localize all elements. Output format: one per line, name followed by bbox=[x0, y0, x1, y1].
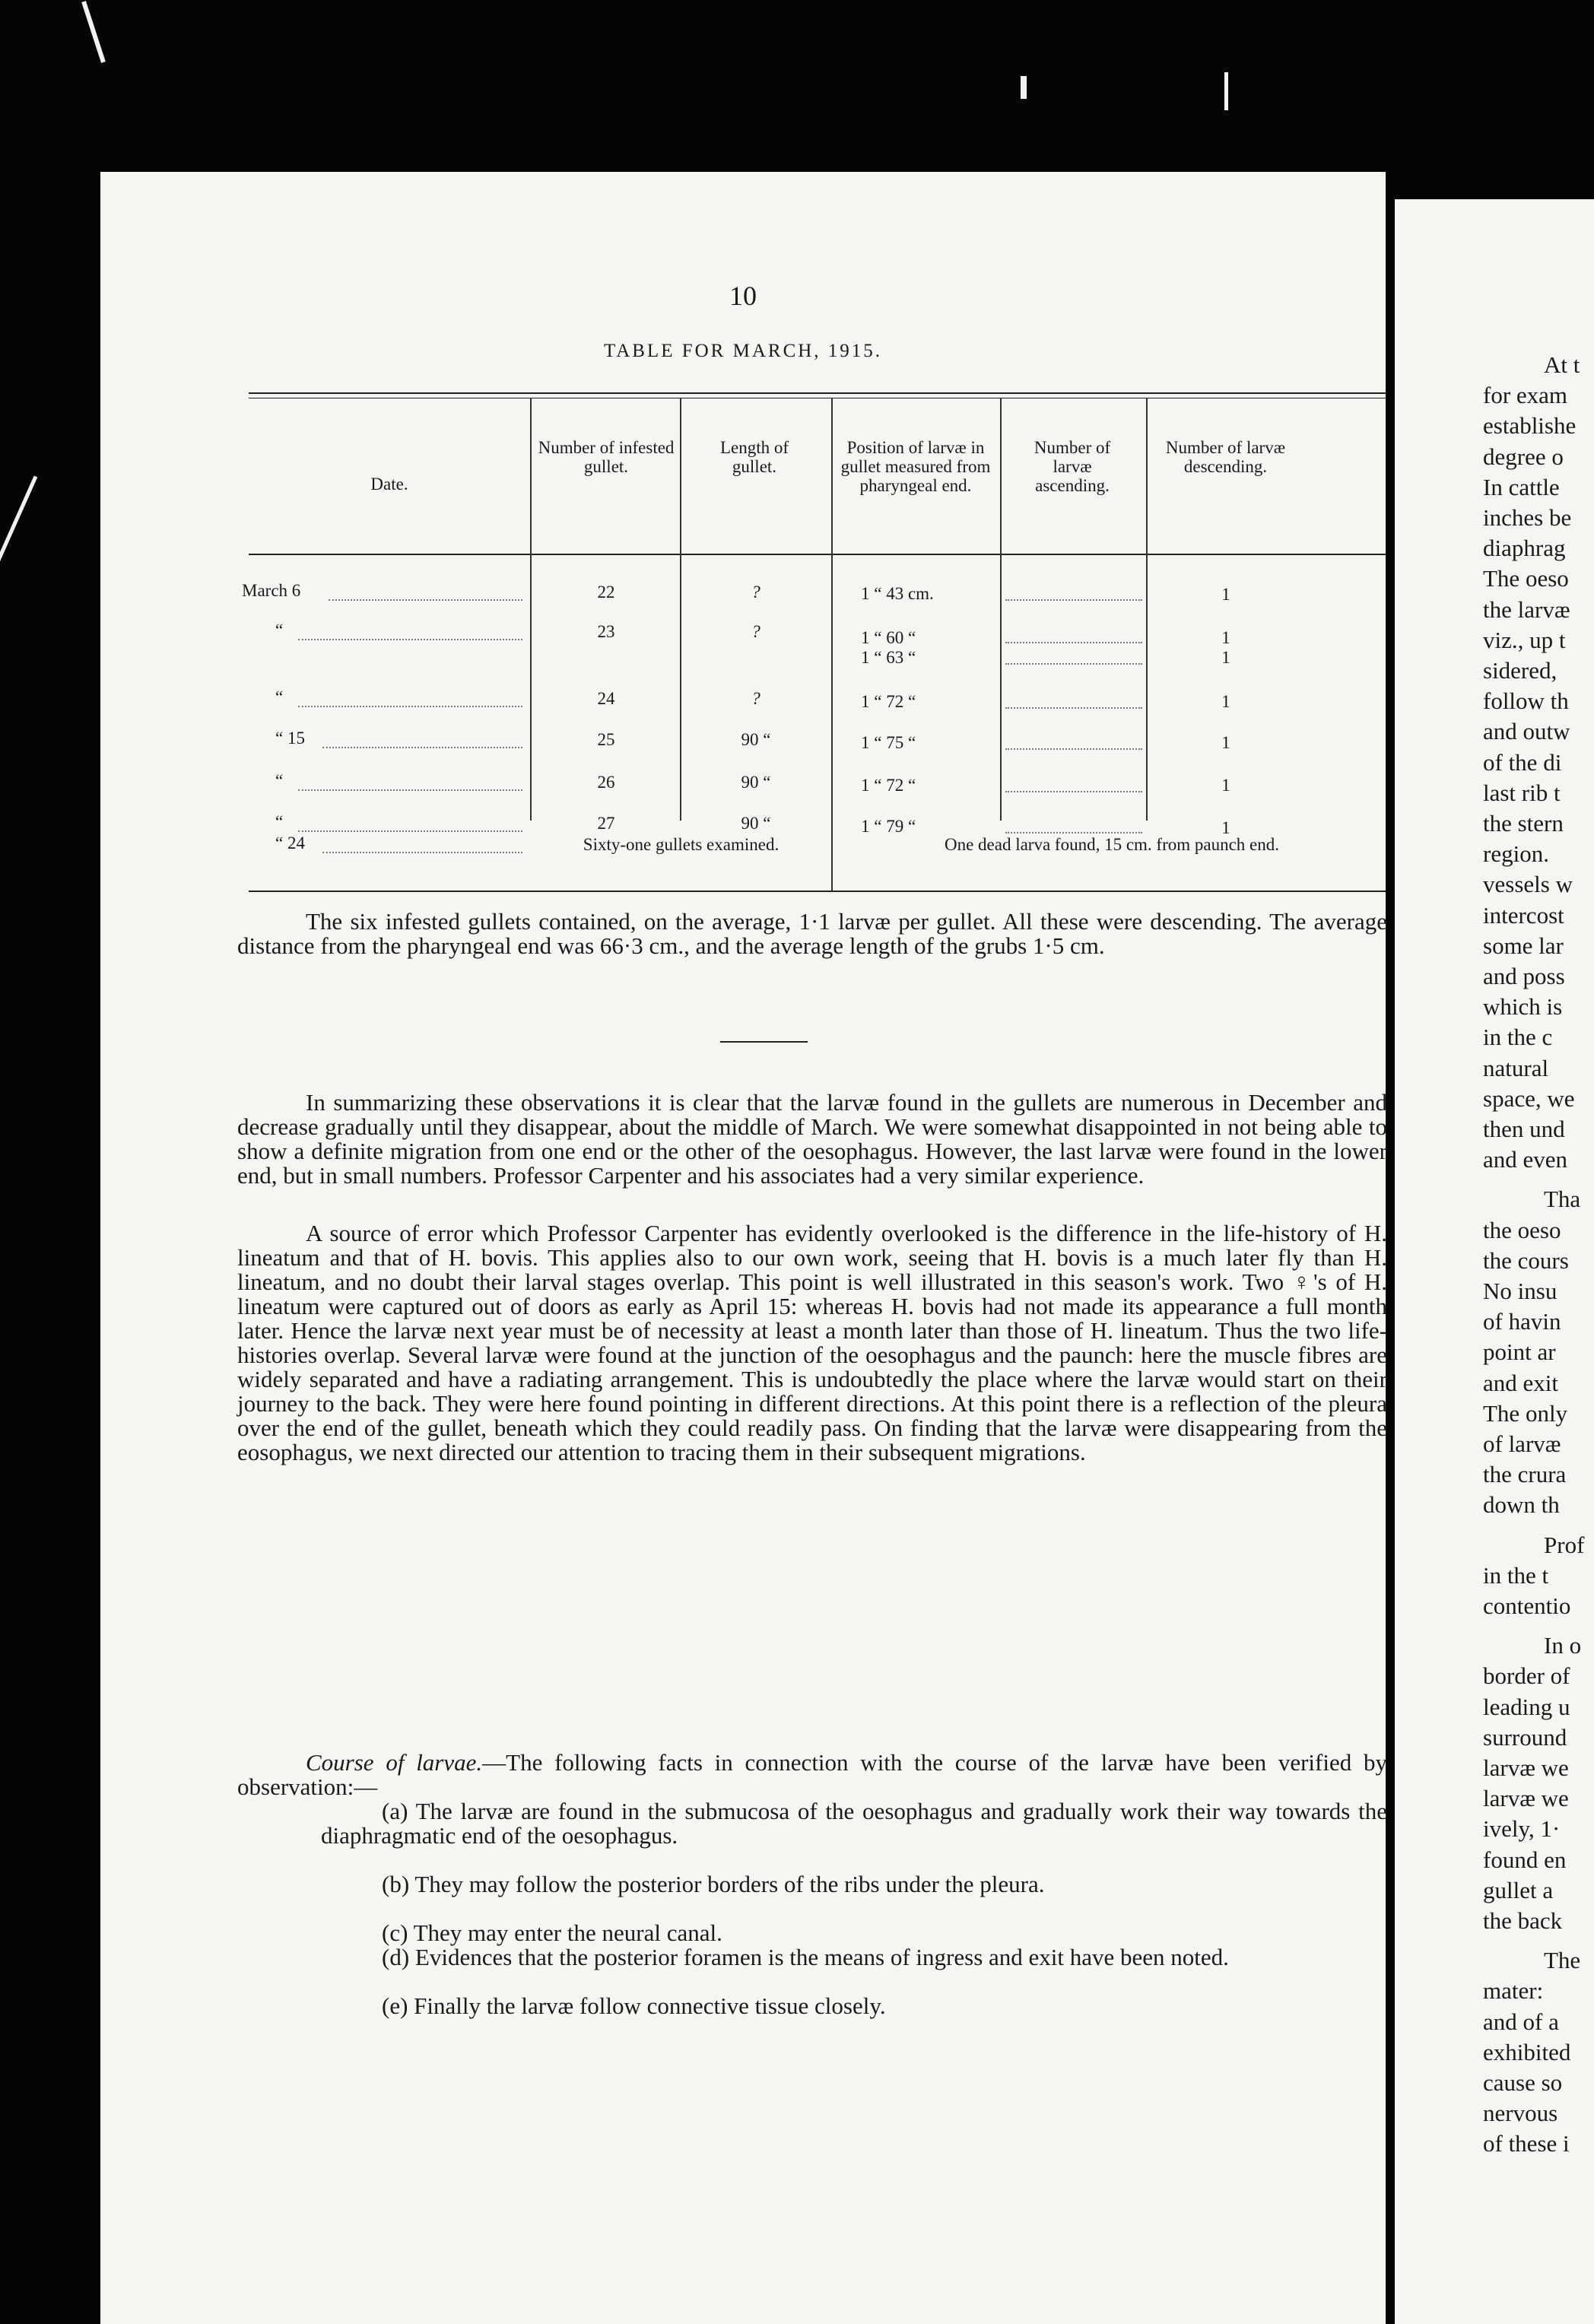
right-page-line: of these i bbox=[1483, 2130, 1570, 2157]
right-page-line: border of bbox=[1483, 1662, 1570, 1690]
row6-descending: 1 bbox=[1221, 818, 1230, 837]
paragraph-summarizing: In summarizing these observations it is clear that the larvæ found in the gullets are numerous in December and decrease gradually until they disappear, about the middle of March. We were somewhat disappointed in not being able to show a definite migration from one end or the other of the oesophagus. However, the last larvæ were found in the lower end, but in small numbers. Professor Carpenter and his associates had a very similar experience. bbox=[237, 1089, 1387, 1189]
row5-asc-leader bbox=[1005, 791, 1142, 792]
course-intro: —The following facts in connection with the course of the larvæ have been verified by observation:— bbox=[237, 1749, 1388, 1800]
right-page-line: exhibited bbox=[1483, 2038, 1571, 2065]
right-page-line: last rib t bbox=[1483, 779, 1561, 806]
right-page-line: surround bbox=[1483, 1723, 1567, 1751]
right-page-line: for exam bbox=[1483, 382, 1568, 409]
col-divider-2 bbox=[680, 398, 681, 821]
row4-asc-leader bbox=[1005, 748, 1142, 750]
table-bottom-rule bbox=[249, 891, 1386, 892]
row6-position: 1 “ 79 “ bbox=[861, 817, 916, 836]
scan-mark-3 bbox=[1021, 76, 1027, 99]
right-page-line: follow th bbox=[1483, 687, 1569, 715]
col-divider-1 bbox=[530, 398, 532, 821]
row2-asc-leader-2 bbox=[1005, 663, 1142, 665]
row3-asc-leader bbox=[1005, 707, 1142, 709]
right-page-line: the stern bbox=[1483, 810, 1564, 837]
right-page-line: gullet a bbox=[1483, 1876, 1554, 1903]
right-page-line: At t bbox=[1544, 351, 1580, 378]
row2-length: ? bbox=[751, 622, 760, 641]
row2-descending: 1 bbox=[1221, 628, 1230, 647]
paragraph-course bbox=[237, 1751, 1387, 1799]
row5-position: 1 “ 72 “ bbox=[861, 776, 916, 795]
row5-length: 90 “ bbox=[741, 773, 771, 792]
course-item-e: (e) Finally the larvæ follow connective tissue closely. bbox=[382, 1992, 886, 2019]
right-page-line: inches be bbox=[1483, 504, 1572, 531]
row1-date: March 6 bbox=[242, 581, 301, 600]
right-page-line: and outw bbox=[1483, 718, 1570, 745]
row2-infested: 23 bbox=[597, 622, 615, 641]
row1-descending: 1 bbox=[1221, 585, 1230, 604]
row5-infested: 26 bbox=[597, 773, 615, 792]
right-page-line: intercost bbox=[1483, 901, 1564, 929]
row6-asc-leader bbox=[1005, 832, 1142, 833]
right-page-line: the crura bbox=[1483, 1461, 1567, 1488]
right-page-line: then und bbox=[1483, 1116, 1565, 1142]
scan-mark-4 bbox=[1224, 72, 1228, 110]
right-page-line: of larvæ bbox=[1483, 1430, 1561, 1457]
col-divider-4 bbox=[1000, 398, 1002, 821]
right-page-line: The bbox=[1544, 1947, 1581, 1974]
header-descending: Number of larvæ descending. bbox=[1165, 438, 1286, 476]
right-page-line: ively, 1· bbox=[1483, 1815, 1561, 1843]
right-page-line: found en bbox=[1483, 1846, 1567, 1873]
row3-position: 1 “ 72 “ bbox=[861, 692, 916, 711]
right-page-line: vessels w bbox=[1483, 871, 1573, 898]
right-page-line: in the c bbox=[1483, 1024, 1553, 1051]
paragraph-source-of-error: A source of error which Professor Carpenter has evidently overlooked is the difference in the life-history of H. lineatum and that of H. bovis. This applies also to our own work, seeing that H. bovis is a much later fly than H. lineatum, and no doubt their larval stages overlap. This point is well illustrated in this season's work. Two ♀'s of H. lineatum were captured out of doors as early as April 15: whereas H. bovis had not made its appearance a full month later. Hence the larvæ next year must be of necessity at least a month later than those of H. lineatum. Thus the two life-histories overlap. Several larvæ were found at the junction of the oesophagus and the paunch: here the muscle fibres are widely separated and have a radiating arrangement. This is undoubtedly the place where the larvæ would start on their journey to the back. They were here found pointing in different directions. At this point there is a reflection of the pleura over the end of the gullet, beneath which they could readily pass. On finding that the larvæ were disappearing from the eosophagus, we next directed our attention to tracing them in their subsequent migrations. bbox=[237, 1220, 1387, 1465]
course-heading: Course of larvae. bbox=[306, 1749, 483, 1776]
right-page-line: degree o bbox=[1483, 443, 1564, 470]
header-date: Date. bbox=[370, 475, 408, 494]
row5-date: “ bbox=[275, 771, 284, 790]
row6-infested: 27 bbox=[597, 814, 615, 833]
right-page-line: in the t bbox=[1483, 1561, 1549, 1589]
right-page-line: and even bbox=[1483, 1146, 1568, 1173]
right-page-line: of havin bbox=[1483, 1308, 1561, 1335]
row4-date: “ 15 bbox=[275, 729, 305, 748]
course-item-c: (c) They may enter the neural canal. bbox=[382, 1919, 722, 1946]
row4-position: 1 “ 75 “ bbox=[861, 733, 916, 752]
right-page-line: The oeso bbox=[1483, 565, 1569, 592]
right-page-line: down th bbox=[1483, 1491, 1560, 1519]
row2-asc-leader bbox=[1005, 642, 1142, 643]
row5-descending: 1 bbox=[1221, 776, 1230, 795]
row3-leader bbox=[298, 706, 522, 707]
row2-position: 1 “ 60 “ bbox=[861, 628, 916, 647]
right-page-line: diaphrag bbox=[1483, 535, 1566, 562]
right-page-line: cause so bbox=[1483, 2069, 1563, 2096]
right-page-line: leading u bbox=[1483, 1693, 1570, 1720]
right-page-line: point ar bbox=[1483, 1338, 1556, 1366]
row4-length: 90 “ bbox=[741, 730, 771, 749]
right-page-line: viz., up t bbox=[1483, 626, 1566, 653]
scan-mark-2 bbox=[0, 475, 37, 581]
row1-length: ? bbox=[751, 583, 760, 602]
row5-leader bbox=[298, 789, 522, 791]
right-page-line: and poss bbox=[1483, 963, 1565, 989]
course-item-a: (a) The larvæ are found in the submucosa of the oesophagus and gradually work their way towards the diaphragmatic end of the oesophagus. bbox=[321, 1798, 1387, 1849]
header-infested: Number of infested gullet. bbox=[538, 438, 675, 476]
row2-leader bbox=[298, 639, 522, 640]
row3-infested: 24 bbox=[597, 689, 615, 708]
section-divider bbox=[720, 1041, 808, 1043]
right-page-line: space, we bbox=[1483, 1084, 1575, 1112]
row7-date: “ 24 bbox=[275, 833, 305, 852]
row3-date: “ bbox=[275, 687, 284, 706]
right-page-line: Tha bbox=[1544, 1186, 1581, 1213]
row2-descending-2: 1 bbox=[1221, 648, 1230, 667]
row4-infested: 25 bbox=[597, 730, 615, 749]
table-header-rule bbox=[249, 554, 1386, 555]
row3-length: ? bbox=[751, 689, 760, 708]
row1-asc-leader bbox=[1005, 599, 1142, 601]
header-position: Position of larvæ in gullet measured from pharyngeal end. bbox=[840, 438, 991, 495]
scan-mark-1 bbox=[81, 1, 106, 63]
row6-leader bbox=[298, 830, 522, 832]
row6-date: “ bbox=[275, 812, 284, 831]
right-page-line: mater: bbox=[1483, 1977, 1544, 2005]
right-page-line: the larvæ bbox=[1483, 595, 1570, 623]
header-length: Length of gullet. bbox=[719, 438, 789, 476]
col-divider-3 bbox=[831, 398, 833, 891]
right-page-line: region. bbox=[1483, 840, 1549, 868]
right-page-line: In cattle bbox=[1483, 473, 1560, 500]
right-page-line: The only bbox=[1483, 1399, 1568, 1427]
right-page-line: which is bbox=[1483, 993, 1563, 1021]
row4-leader bbox=[322, 747, 522, 748]
right-page-line: the cours bbox=[1483, 1246, 1569, 1274]
row2-position-2: 1 “ 63 “ bbox=[861, 648, 916, 667]
right-page-line: larvæ we bbox=[1483, 1785, 1569, 1812]
row6-length: 90 “ bbox=[741, 814, 771, 833]
right-page-line: Prof bbox=[1544, 1531, 1585, 1558]
row7-leader bbox=[322, 852, 522, 853]
row7-note-gullets: Sixty-one gullets examined. bbox=[583, 835, 780, 854]
right-page-line: the back bbox=[1483, 1907, 1563, 1934]
right-page-line: some lar bbox=[1483, 932, 1564, 959]
table-top-rule bbox=[249, 392, 1386, 394]
row3-descending: 1 bbox=[1221, 692, 1230, 711]
row1-position: 1 “ 43 cm. bbox=[861, 584, 934, 603]
page-number: 10 bbox=[729, 281, 757, 311]
row7-note-dead-larva: One dead larva found, 15 cm. from paunch end. bbox=[944, 835, 1280, 854]
right-page-line: and exit bbox=[1483, 1369, 1558, 1396]
summary-paragraph: The six infested gullets contained, on the average, 1·1 larvæ per gullet. All these were descending. The average distance from the pharyngeal end was 66·3 cm., and the average length of the grubs 1·5 cm. bbox=[237, 908, 1387, 959]
right-page-line: of the di bbox=[1483, 748, 1562, 776]
col-divider-5 bbox=[1146, 398, 1148, 821]
left-page bbox=[100, 172, 1386, 2324]
right-page-line: sidered, bbox=[1483, 657, 1557, 684]
right-page-line: contentio bbox=[1483, 1592, 1571, 1619]
right-page-fragment bbox=[1395, 199, 1594, 2324]
right-page-line: nervous bbox=[1483, 2100, 1558, 2127]
row1-leader bbox=[329, 599, 522, 601]
right-page-line: larvæ we bbox=[1483, 1754, 1569, 1781]
right-page-line: the oeso bbox=[1483, 1216, 1561, 1243]
table-title: TABLE FOR MARCH, 1915. bbox=[603, 341, 883, 361]
right-page-line: establishe bbox=[1483, 412, 1577, 440]
right-page-line: natural bbox=[1483, 1054, 1549, 1081]
course-item-d: (d) Evidences that the posterior foramen is the means of ingress and exit have been noted. bbox=[382, 1944, 1229, 1970]
course-item-b: (b) They may follow the posterior borders of the ribs under the pleura. bbox=[382, 1871, 1045, 1897]
header-ascending: Number of larvæ ascending. bbox=[1034, 438, 1111, 495]
row4-descending: 1 bbox=[1221, 733, 1230, 752]
right-page-line: and of a bbox=[1483, 2008, 1559, 2035]
row2-date: “ bbox=[275, 621, 284, 640]
right-page-line: In o bbox=[1544, 1632, 1582, 1659]
right-page-line: No insu bbox=[1483, 1278, 1557, 1304]
row1-infested: 22 bbox=[597, 583, 615, 602]
